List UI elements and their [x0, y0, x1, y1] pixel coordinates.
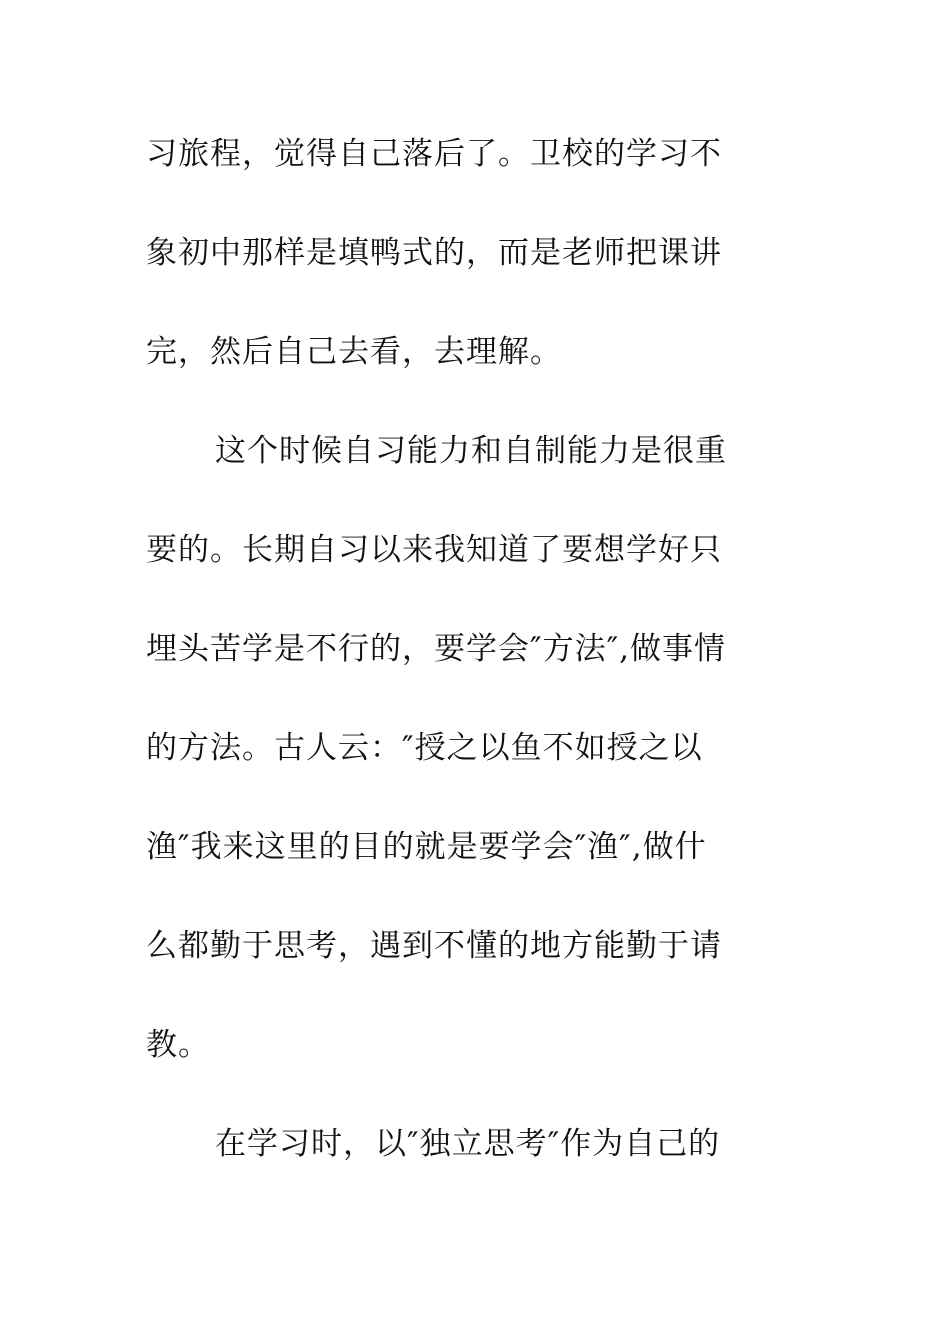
text-line-2: 象初中那样是填鸭式的，而是老师把课讲	[146, 235, 722, 271]
text-line-7: 的方法。古人云：″授之以鱼不如授之以	[146, 730, 703, 766]
text-line-5: 要的。长期自习以来我知道了要想学好只	[146, 532, 722, 568]
text-line-8: 渔″我来这里的目的就是要学会″渔″,做什	[146, 829, 707, 865]
text-line-1: 习旅程，觉得自己落后了。卫校的学习不	[146, 136, 722, 172]
text-line-6: 埋头苦学是不行的，要学会″方法″,做事情	[146, 631, 727, 667]
paragraph-start-line-11: 在学习时，以″独立思考″作为自己的	[215, 1126, 721, 1162]
text-line-10: 教。	[146, 1027, 210, 1063]
text-line-3: 完，然后自己去看，去理解。	[146, 334, 562, 370]
text-line-9: 么都勤于思考，遇到不懂的地方能勤于请	[146, 928, 722, 964]
paragraph-start-line-4: 这个时候自习能力和自制能力是很重	[215, 433, 727, 469]
